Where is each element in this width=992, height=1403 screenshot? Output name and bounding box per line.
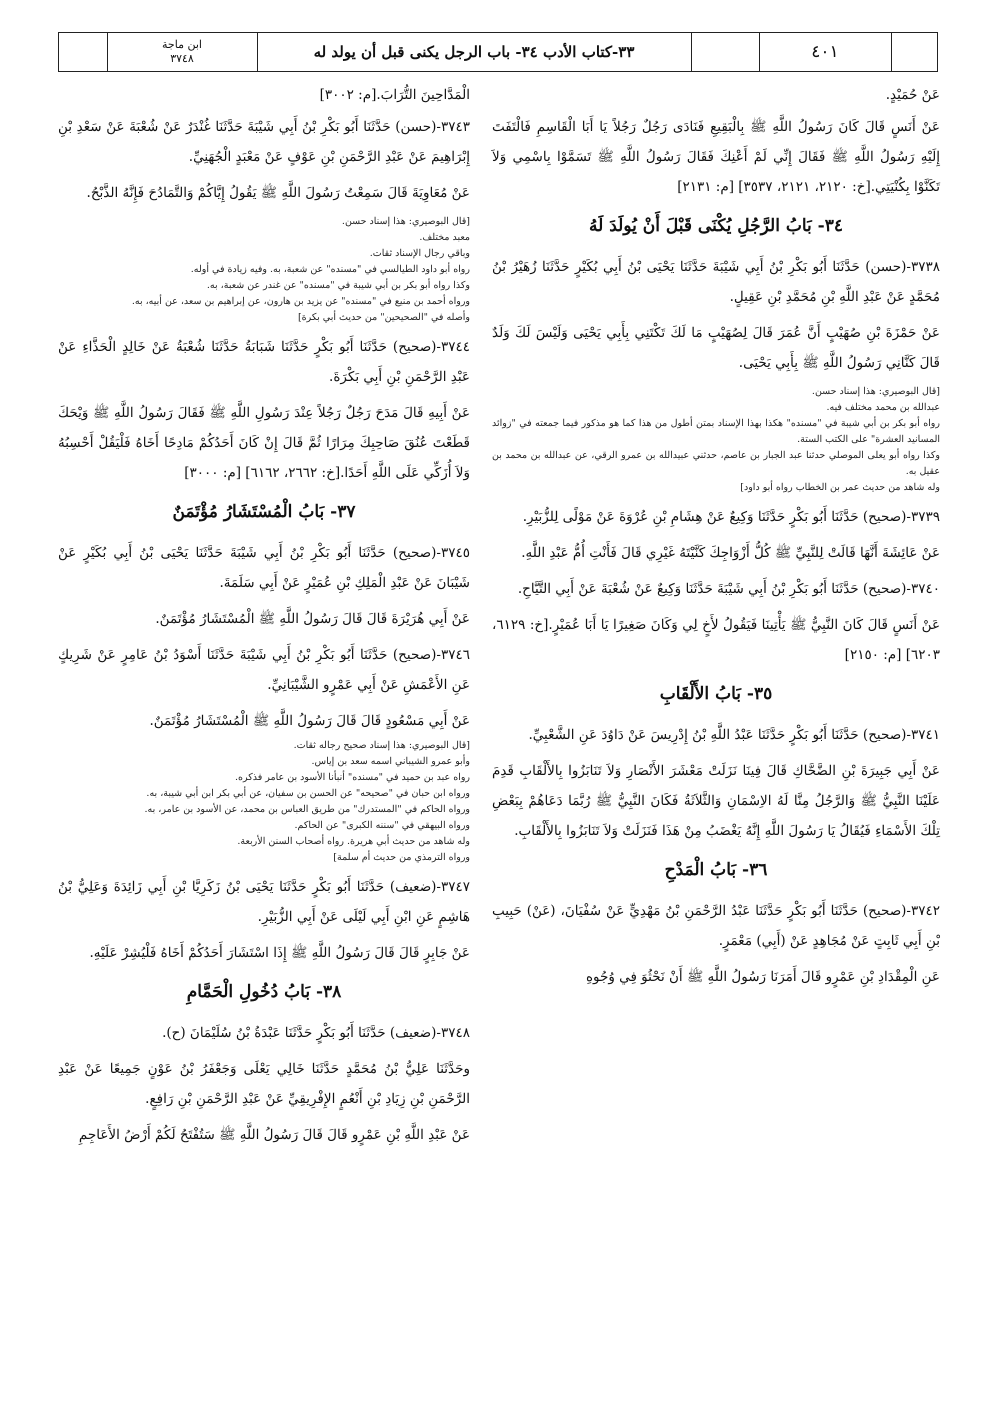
- chapter-heading: ٣٨- بَابُ دُخُولِ الْحَمَّامِ: [186, 982, 342, 1002]
- hadith-isnad: ٣٧٣٩-(صحيح) حَدَّثَنَا أَبُو بَكْرٍ حَدَّثَنَا وَكِيعٌ عَنْ هِشَامِ بْنِ عُرْوَةَ عَنْ مَوْلًى لِلزُّبَيْرِ.: [522, 509, 940, 525]
- footnote-line: ورواه الترمذي من حديث أم سلمة]: [333, 852, 470, 863]
- reference-number: ٣٧٤٨: [170, 52, 194, 65]
- footnote-line: وكذا رواه أبو يعلى الموصلي حدثنا عبد الجبار بن عاصم، حدثني عبيدالله بن عمرو الرقي، عن عبدالله بن محمد بن عقيل به.: [492, 450, 940, 477]
- footnote-block: [58, 214, 470, 326]
- paragraph: الْمَدَّاحِينَ التُّرَابَ.[م: ٣٠٠٢]: [319, 87, 470, 103]
- hadith-text: عَنْ أَنَسٍ قَالَ كَانَ النَّبِيُّ ﷺ يَأْتِينَا فَيَقُولُ لأَخٍ لِي وَكَانَ صَغِيرًا يَا أَبَا عُمَيْرٍ.[خ: ٦١٢٩، ٦٢٠٣] [م: ٢١٥٠]: [492, 617, 940, 663]
- hadith-text: عَنْ أَبِي جَبِيرَةَ بْنِ الضَّحَّاكِ قَالَ فِينَا نَزَلَتْ مَعْشَرَ الأَنْصَارِ وَلاَ تَنَابَزُوا بِالأَلْقَابِ قَدِمَ عَلَيْنَا النَّبِيُّ ﷺ وَالرَّجُلُ مِنَّا لَهُ الاِسْمَانِ وَالثَّلاَثَةُ فَكَانَ النَّبِيُّ ﷺ رُبَّمَا دَعَاهُمْ بِبَعْضِ تِلْكَ الأَسْمَاءِ فَيُقَالُ يَا رَسُولَ اللَّهِ إِنَّهُ يَغْضَبُ مِنْ هَذَا فَنَزَلَتْ وَلاَ تَنَابَزُوا بِالأَلْقَابِ.: [492, 763, 940, 839]
- footnote-line: رواه أبو داود الطيالسي في "مسنده" عن شعبة، به. وفيه زيادة في أوله.: [190, 264, 470, 275]
- footnote-line: ورواه ابن حبان في "صحيحه" عن الحسن بن سفيان، عن أبي بكر ابن أبي شيبة، به.: [146, 788, 470, 799]
- footnote-line: وله شاهد من حديث عمر بن الخطاب رواه أبو داود]: [740, 482, 940, 493]
- footnote-line: ورواه البيهقي في "سننه الكبرى" عن الحاكم.: [294, 820, 470, 831]
- hadith-isnad: ٣٧٤٠-(صحيح) حَدَّثَنَا أَبُو بَكْرِ بْنُ أَبِي شَيْبَةَ حَدَّثَنَا وَكِيعٌ عَنْ شُعْبَةَ عَنْ أَبِي التَّيَّاحِ.: [517, 581, 940, 597]
- footnote-line: رواه أبو بكر بن أبي شيبة في "مسنده" هكذا بهذا الإسناد بمتن أطول من هذا كما هو مذكور فيما جمعته في "زوائد المسانيد العشرة" على الكتب الستة.: [492, 418, 940, 445]
- footnote-line: ورواه أحمد بن منيع في "مسنده" عن يزيد بن هارون، عن إبراهيم بن سعد، عن أبيه، به.: [131, 296, 470, 307]
- right-column: [492, 80, 940, 998]
- footnote-line: وأصله في "الصحيحين" من حديث أبي بكرة]: [297, 312, 470, 323]
- hadith-text: عَنْ أَبِي هُرَيْرَةَ قَالَ قَالَ رَسُولُ اللَّهِ ﷺ الْمُسْتَشَارُ مُؤْتَمَنٌ.: [155, 611, 470, 627]
- header-divider: [691, 33, 692, 71]
- hadith-isnad: وحَدَّثَنَا عَلِيُّ بْنُ مُحَمَّدٍ حَدَّثَنَا خَالِي يَعْلَى وَجَعْفَرُ بْنُ عَوْنٍ جَمِيعًا عَنْ عَبْدِ الرَّحْمَنِ بْنِ زِيَادِ بْنِ أَنْعُمٍ الإِفْرِيقِيِّ عَنْ عَبْدِ الرَّحْمَنِ بْنِ رَافِعٍ.: [58, 1061, 470, 1107]
- header-divider: [891, 33, 892, 71]
- footnote-line: [قال البوصيري: هذا إسناد حسن.: [811, 386, 940, 397]
- chapter-heading: ٣٧- بَابُ الْمُسْتَشَارُ مُؤْتَمَنٌ: [172, 502, 356, 522]
- hadith-isnad: ٣٧٤٨-(ضعيف) حَدَّثَنَا أَبُو بَكْرٍ حَدَّثَنَا عَبْدَةُ بْنُ سُلَيْمَانَ (ح).: [162, 1025, 470, 1041]
- footnote-line: [قال البوصيري: هذا إسناد حسن.: [341, 216, 470, 227]
- page-number: ٤٠١: [811, 42, 839, 62]
- footnote-block: [492, 384, 940, 496]
- hadith-text: عَنْ عَبْدِ اللَّهِ بْنِ عَمْرٍو قَالَ قَالَ رَسُولُ اللَّهِ ﷺ سَتُفْتَحُ لَكُمْ أَرْضُ الأَعَاجِمِ: [78, 1127, 470, 1143]
- footnote-line: وكذا رواه أبو بكر بن أبي شيبة في "مسنده" عن غندر عن شعبة، به.: [206, 280, 470, 291]
- hadith-text: عَنْ مُعَاوِيَةَ قَالَ سَمِعْتُ رَسُولَ اللَّهِ ﷺ يَقُولُ إِيَّاكُمْ وَالتَّمَادُحَ فَإِنَّهُ الذَّبْحُ.: [86, 185, 470, 201]
- header-reference: [107, 33, 257, 71]
- hadith-isnad: ٣٧٤٢-(صحيح) حَدَّثَنَا أَبُو بَكْرٍ حَدَّثَنَا عَبْدُ الرَّحْمَنِ بْنُ مَهْدِيٍّ عَنْ سُفْيَانَ، (عَنْ) حَبِيبِ بْنِ أَبِي ثَابِتٍ عَنْ مُجَاهِدٍ عَنْ (أَبِي) مَعْمَرٍ.: [492, 903, 940, 949]
- hadith-isnad: ٣٧٤٦-(صحيح) حَدَّثَنَا أَبُو بَكْرِ بْنُ أَبِي شَيْبَةَ حَدَّثَنَا أَسْوَدُ بْنُ عَامِرٍ عَنْ شَرِيكٍ عَنِ الأَعْمَشِ عَنْ أَبِي عَمْرٍو الشَّيْبَانِيِّ.: [58, 647, 470, 693]
- hadith-isnad: ٣٧٤١-(صحيح) حَدَّثَنَا أَبُو بَكْرٍ حَدَّثَنَا عَبْدُ اللَّهِ بْنُ إِدْرِيسَ عَنْ دَاوُدَ عَنِ الشَّعْبِيِّ.: [528, 727, 940, 743]
- hadith-text: عَنْ عَائِشَةَ أَنَّهَا قَالَتْ لِلنَّبِيِّ ﷺ كُلُّ أَزْوَاجِكَ كَنَّيْتَهُ غَيْرِي قَالَ فَأَنْتِ أُمُّ عَبْدِ اللَّهِ.: [521, 545, 940, 561]
- reference-label: ابن ماجة: [162, 38, 202, 51]
- footnote-line: رواه عبد بن حميد في "مسنده" أنبأنا الأسود بن عامر فذكره.: [235, 772, 470, 783]
- hadith-text: عَنِ الْمِقْدَادِ بْنِ عَمْرٍو قَالَ أَمَرَنَا رَسُولُ اللَّهِ ﷺ أَنْ نَحْثُوَ فِي وُجُوهِ: [585, 969, 940, 985]
- footnote-line: [قال البوصيري: هذا إسناد صحيح رجاله ثقات.: [293, 740, 470, 751]
- chapter-heading: ٣٤- بَابُ الرَّجُلِ يُكْنَى قَبْلَ أَنْ يُولَدَ لَهُ: [589, 216, 843, 236]
- footnote-line: معبد مختلف.: [419, 232, 470, 243]
- hadith-isnad: ٣٧٣٨-(حسن) حَدَّثَنَا أَبُو بَكْرِ بْنُ أَبِي شَيْبَةَ حَدَّثَنَا يَحْيَى بْنُ أَبِي بُكَيْرٍ حَدَّثَنَا زُهَيْرُ بْنُ مُحَمَّدٍ عَنْ عَبْدِ اللَّهِ بْنِ مُحَمَّدِ بْنِ عَقِيلٍ.: [492, 259, 940, 305]
- footnote-line: وأبو عمرو الشيباني اسمه سعد بن إياس.: [311, 756, 470, 767]
- left-column: [58, 80, 470, 1156]
- paragraph: عَنْ حُمَيْدٍ.: [885, 87, 940, 103]
- hadith-text: عَنْ أَبِي مَسْعُودٍ قَالَ قَالَ رَسُولُ اللَّهِ ﷺ الْمُسْتَشَارُ مُؤْتَمَنٌ.: [149, 713, 470, 729]
- hadith-isnad: ٣٧٤٥-(صحيح) حَدَّثَنَا أَبُو بَكْرِ بْنُ أَبِي شَيْبَةَ حَدَّثَنَا يَحْيَى بْنُ أَبِي بُكَيْرٍ عَنْ شَيْبَانَ عَنْ عَبْدِ الْمَلِكِ بْنِ عُمَيْرٍ عَنْ أَبِي سَلَمَةَ.: [58, 545, 470, 591]
- footnote-line: وله شاهد من حديث أبي هريرة. رواه أصحاب السنن الأربعة.: [237, 836, 470, 847]
- hadith-isnad: ٣٧٤٣-(حسن) حَدَّثَنَا أَبُو بَكْرِ بْنُ أَبِي شَيْبَةَ حَدَّثَنَا غُنْدَرٌ عَنْ شُعْبَةَ عَنْ سَعْدِ بْنِ إِبْرَاهِيمَ عَنْ عَبْدِ الرَّحْمَنِ بْنِ عَوْفٍ عَنْ مَعْبَدٍ الْجُهَنِيِّ.: [58, 119, 470, 165]
- footnote-line: ورواه الحاكم في "المستدرك" من طريق العباس بن محمد، عن الأسود بن عامر، به.: [144, 804, 470, 815]
- hadith-text: عَنْ أَبِيهِ قَالَ مَدَحَ رَجُلٌ رَجُلاً عِنْدَ رَسُولِ اللَّهِ ﷺ فَقَالَ رَسُولُ اللَّهِ ﷺ وَيْحَكَ قَطَعْتَ عُنُقَ صَاحِبِكَ مِرَارًا ثُمَّ قَالَ إِنْ كَانَ أَحَدُكُمْ مَادِحًا أَخَاهُ فَلْيَقُلْ أَحْسِبُهُ وَلاَ أُزَكِّي عَلَى اللَّهِ أَحَدًا.[خ: ٢٦٦٢، ٦١٦٢] [م: ٣٠٠٠]: [58, 405, 470, 481]
- hadith-text: عَنْ جَابِرٍ قَالَ قَالَ رَسُولُ اللَّهِ ﷺ إِذَا اسْتَشَارَ أَحَدُكُمْ أَخَاهُ فَلْيُشِرْ عَلَيْهِ.: [89, 945, 470, 961]
- chapter-heading: ٣٦- بَابُ الْمَدْحِ: [664, 860, 768, 880]
- footnote-line: عبدالله بن محمد مختلف فيه.: [826, 402, 940, 413]
- hadith-isnad: ٣٧٤٧-(ضعيف) حَدَّثَنَا أَبُو بَكْرٍ حَدَّثَنَا يَحْيَى بْنُ زَكَرِيَّا بْنِ أَبِي زَائِدَةَ وَعَلِيُّ بْنُ هَاشِمٍ عَنِ ابْنِ أَبِي لَيْلَى عَنْ أَبِي الزُّبَيْرِ.: [58, 879, 470, 925]
- footnote-line: وباقي رجال الإسناد ثقات.: [369, 248, 470, 259]
- page-title: ٣٣-كتاب الأدب ٣٤- باب الرجل يكنى قبل أن يولد له: [313, 43, 635, 61]
- hadith-text: عَنْ حَمْزَةَ بْنِ صُهَيْبٍ أَنَّ عُمَرَ قَالَ لِصُهَيْبٍ مَا لَكَ تَكْتَنِي بِأَبِي يَحْيَى وَلَيْسَ لَكَ وَلَدٌ قَالَ كَنَّانِي رَسُولُ اللَّهِ ﷺ بِأَبِي يَحْيَى.: [492, 325, 940, 371]
- hadith-isnad: ٣٧٤٤-(صحيح) حَدَّثَنَا أَبُو بَكْرٍ حَدَّثَنَا شَبَابَةُ حَدَّثَنَا شُعْبَةُ عَنْ خَالِدٍ الْحَذَّاءِ عَنْ عَبْدِ الرَّحْمَنِ بْنِ أَبِي بَكْرَةَ.: [58, 339, 470, 385]
- page-header: [58, 32, 938, 72]
- footnote-block: [58, 738, 470, 866]
- chapter-heading: ٣٥- بَابُ الأَلْقَابِ: [659, 684, 773, 704]
- hadith-text: عَنْ أَنَسٍ قَالَ كَانَ رَسُولُ اللَّهِ ﷺ بِالْبَقِيعِ فَنَادَى رَجُلٌ رَجُلاً يَا أَبَا الْقَاسِمِ فَالْتَفَتَ إِلَيْهِ رَسُولُ اللَّهِ ﷺ فَقَالَ إِنِّي لَمْ أَعْنِكَ فَقَالَ رَسُولُ اللَّهِ ﷺ تَسَمَّوْا بِاسْمِي وَلاَ تَكَنَّوْا بِكُنْيَتِي.[خ: ٢١٢٠، ٢١٢١، ٣٥٣٧] [م: ٢١٣١]: [492, 119, 940, 195]
